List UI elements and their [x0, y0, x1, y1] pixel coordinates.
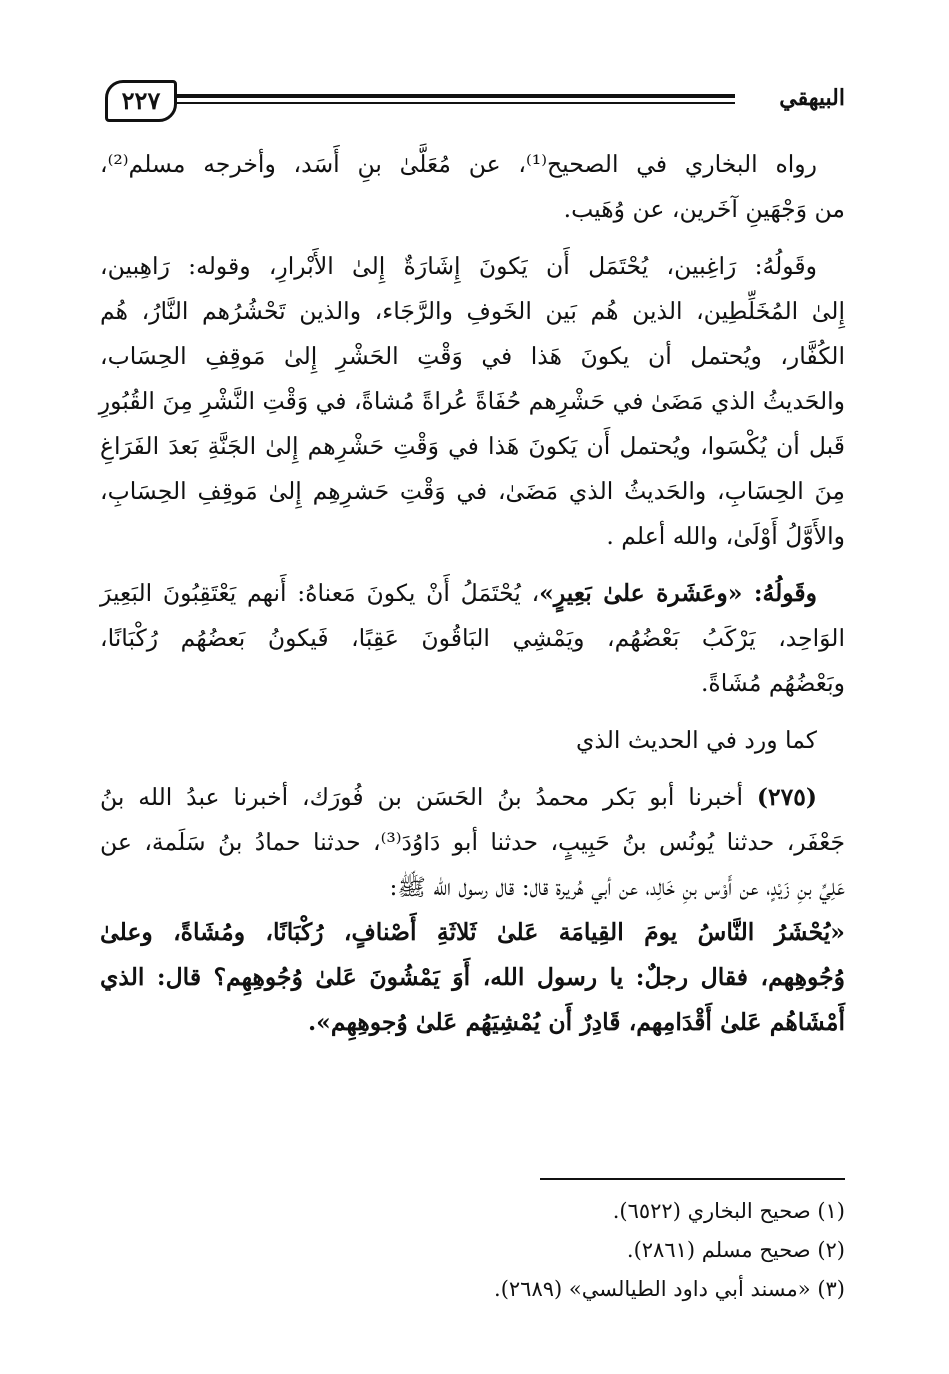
- hadith-line: أَمْشَاهُم عَلىٰ أَقْدَامِهم، قَادِرٌ أَن يُمْشِيَهُم عَلىٰ وُجوهِهِم».: [308, 1008, 845, 1036]
- text-line: الوَاحِد، يَرْكَبُ بَعْضُهُم، ويَمْشِي البَاقُونَ عَقِبًا، فَيكونُ بَعضُهُم رُكْبَانًا،: [100, 624, 845, 652]
- text-line: قَبل أن يُكْسَوا، ويُحتمل أَن يَكونَ هَذا في وَقْتِ حَشْرِهم إِلىٰ الجَنَّةِ بَعدَ الفَرَاغِ: [100, 432, 845, 460]
- hadith-number: (٢٧٥): [756, 783, 817, 811]
- text-line: الكُفَّار، ويُحتمل أن يكونَ هَذا في وَقْتِ الحَشْرِ إِلىٰ مَوقِفِ الحِسَاب،: [100, 342, 845, 370]
- text-line: عَلِيِّ بنِ زَيْدٍ، عن أَوْس بنِ خَالِد، عن أبي هُريرة قال: قال رسول الله ﷺ:: [389, 873, 845, 901]
- text-line: إِلىٰ المُخَلِّطِين، الذين هُم بَين الخَوفِ والرَّجَاء، والذين تَحْشُرُهم النَّارُ، هُم: [100, 297, 845, 325]
- text-line: والأَوَّلُ أَوْلَىٰ، والله أعلم .: [606, 522, 845, 550]
- text-line: وقَولُهُ: رَاغِبين، يُحْتَمَل أَن يَكونَ إِشَارَةٌ إِلىٰ الأَبْرارِ، وقوله: رَاهِبين،: [100, 252, 817, 280]
- text-span: ، يُحْتَمَلُ أَنْ يكونَ مَعناهُ: أَنهم يَعْتَقِبُونَ البَعِيرَ: [100, 579, 540, 607]
- page-number: ٢٢٧: [105, 80, 177, 122]
- header-rule-thin: [175, 102, 735, 104]
- text-line: [100, 775, 845, 820]
- main-text: [100, 142, 845, 1045]
- footnote: (٢) صحيح مسلم (٢٨٦١).: [626, 1238, 845, 1262]
- footnote-divider: [540, 1178, 845, 1180]
- hadith-line: «يُحْشَرُ النَّاسُ يومَ القِيامَة عَلىٰ ثَلاثَةِ أَصْنافٍ، رُكْبَانًا، ومُشَاةً، وعلىٰ: [100, 918, 845, 946]
- footnote: (٣) «مسند أبي داود الطيالسي» (٢٦٨٩).: [494, 1277, 845, 1301]
- text-line: [100, 571, 845, 616]
- text-span: أخبرنا أبو بَكر محمدُ بنُ الحَسَن بن فُورَك، أخبرنا عبدُ الله بنُ: [100, 783, 757, 811]
- quoted-phrase: وقَولُهُ: «وعَشَرة علىٰ بَعِيرٍ»: [539, 579, 817, 607]
- text-line: والحَديثُ الذي مَضَىٰ في حَشْرِهم حُفَاةً عُراةً مُشاةً، في وَقْتِ النَّشْرِ مِنَ القُبُورِ: [98, 387, 845, 415]
- footnote: (١) صحيح البخاري (٦٥٢٢).: [612, 1199, 845, 1223]
- running-title: البيهقي: [779, 85, 845, 111]
- text-line: مِنَ الحِسَابِ، والحَديثُ الذي مَضَىٰ، في وَقْتِ حَشرِهِم إِلىٰ مَوقِفِ الحِسَابِ،: [100, 477, 845, 505]
- text-line: رواه البخاري في الصحيح⁽¹⁾، عن مُعَلَّىٰ بنِ أَسَد، وأخرجه مسلم⁽²⁾،: [100, 150, 817, 178]
- text-line: وبَعْضُهُم مُشَاةً.: [700, 669, 845, 697]
- page-header: [105, 80, 845, 122]
- header-rule: [175, 94, 735, 98]
- footnotes: [100, 1192, 845, 1309]
- hadith-line: وُجُوهِهم، فقال رجلٌ: يا رسول الله، أَوَ يَمْشُونَ عَلىٰ وُجُوهِهِم؟ قال: الذي: [100, 963, 845, 991]
- text-line: كما ورد في الحديث الذي: [575, 726, 817, 754]
- text-line: من وَجْهَينِ آخَرين، عن وُهَيب.: [563, 195, 845, 223]
- text-line: جَعْفَر، حدثنا يُونُس بنُ حَبِيبٍ، حدثنا أبو دَاوُدَ⁽³⁾، حدثنا حمادُ بنُ سَلَمة، عن: [100, 828, 845, 856]
